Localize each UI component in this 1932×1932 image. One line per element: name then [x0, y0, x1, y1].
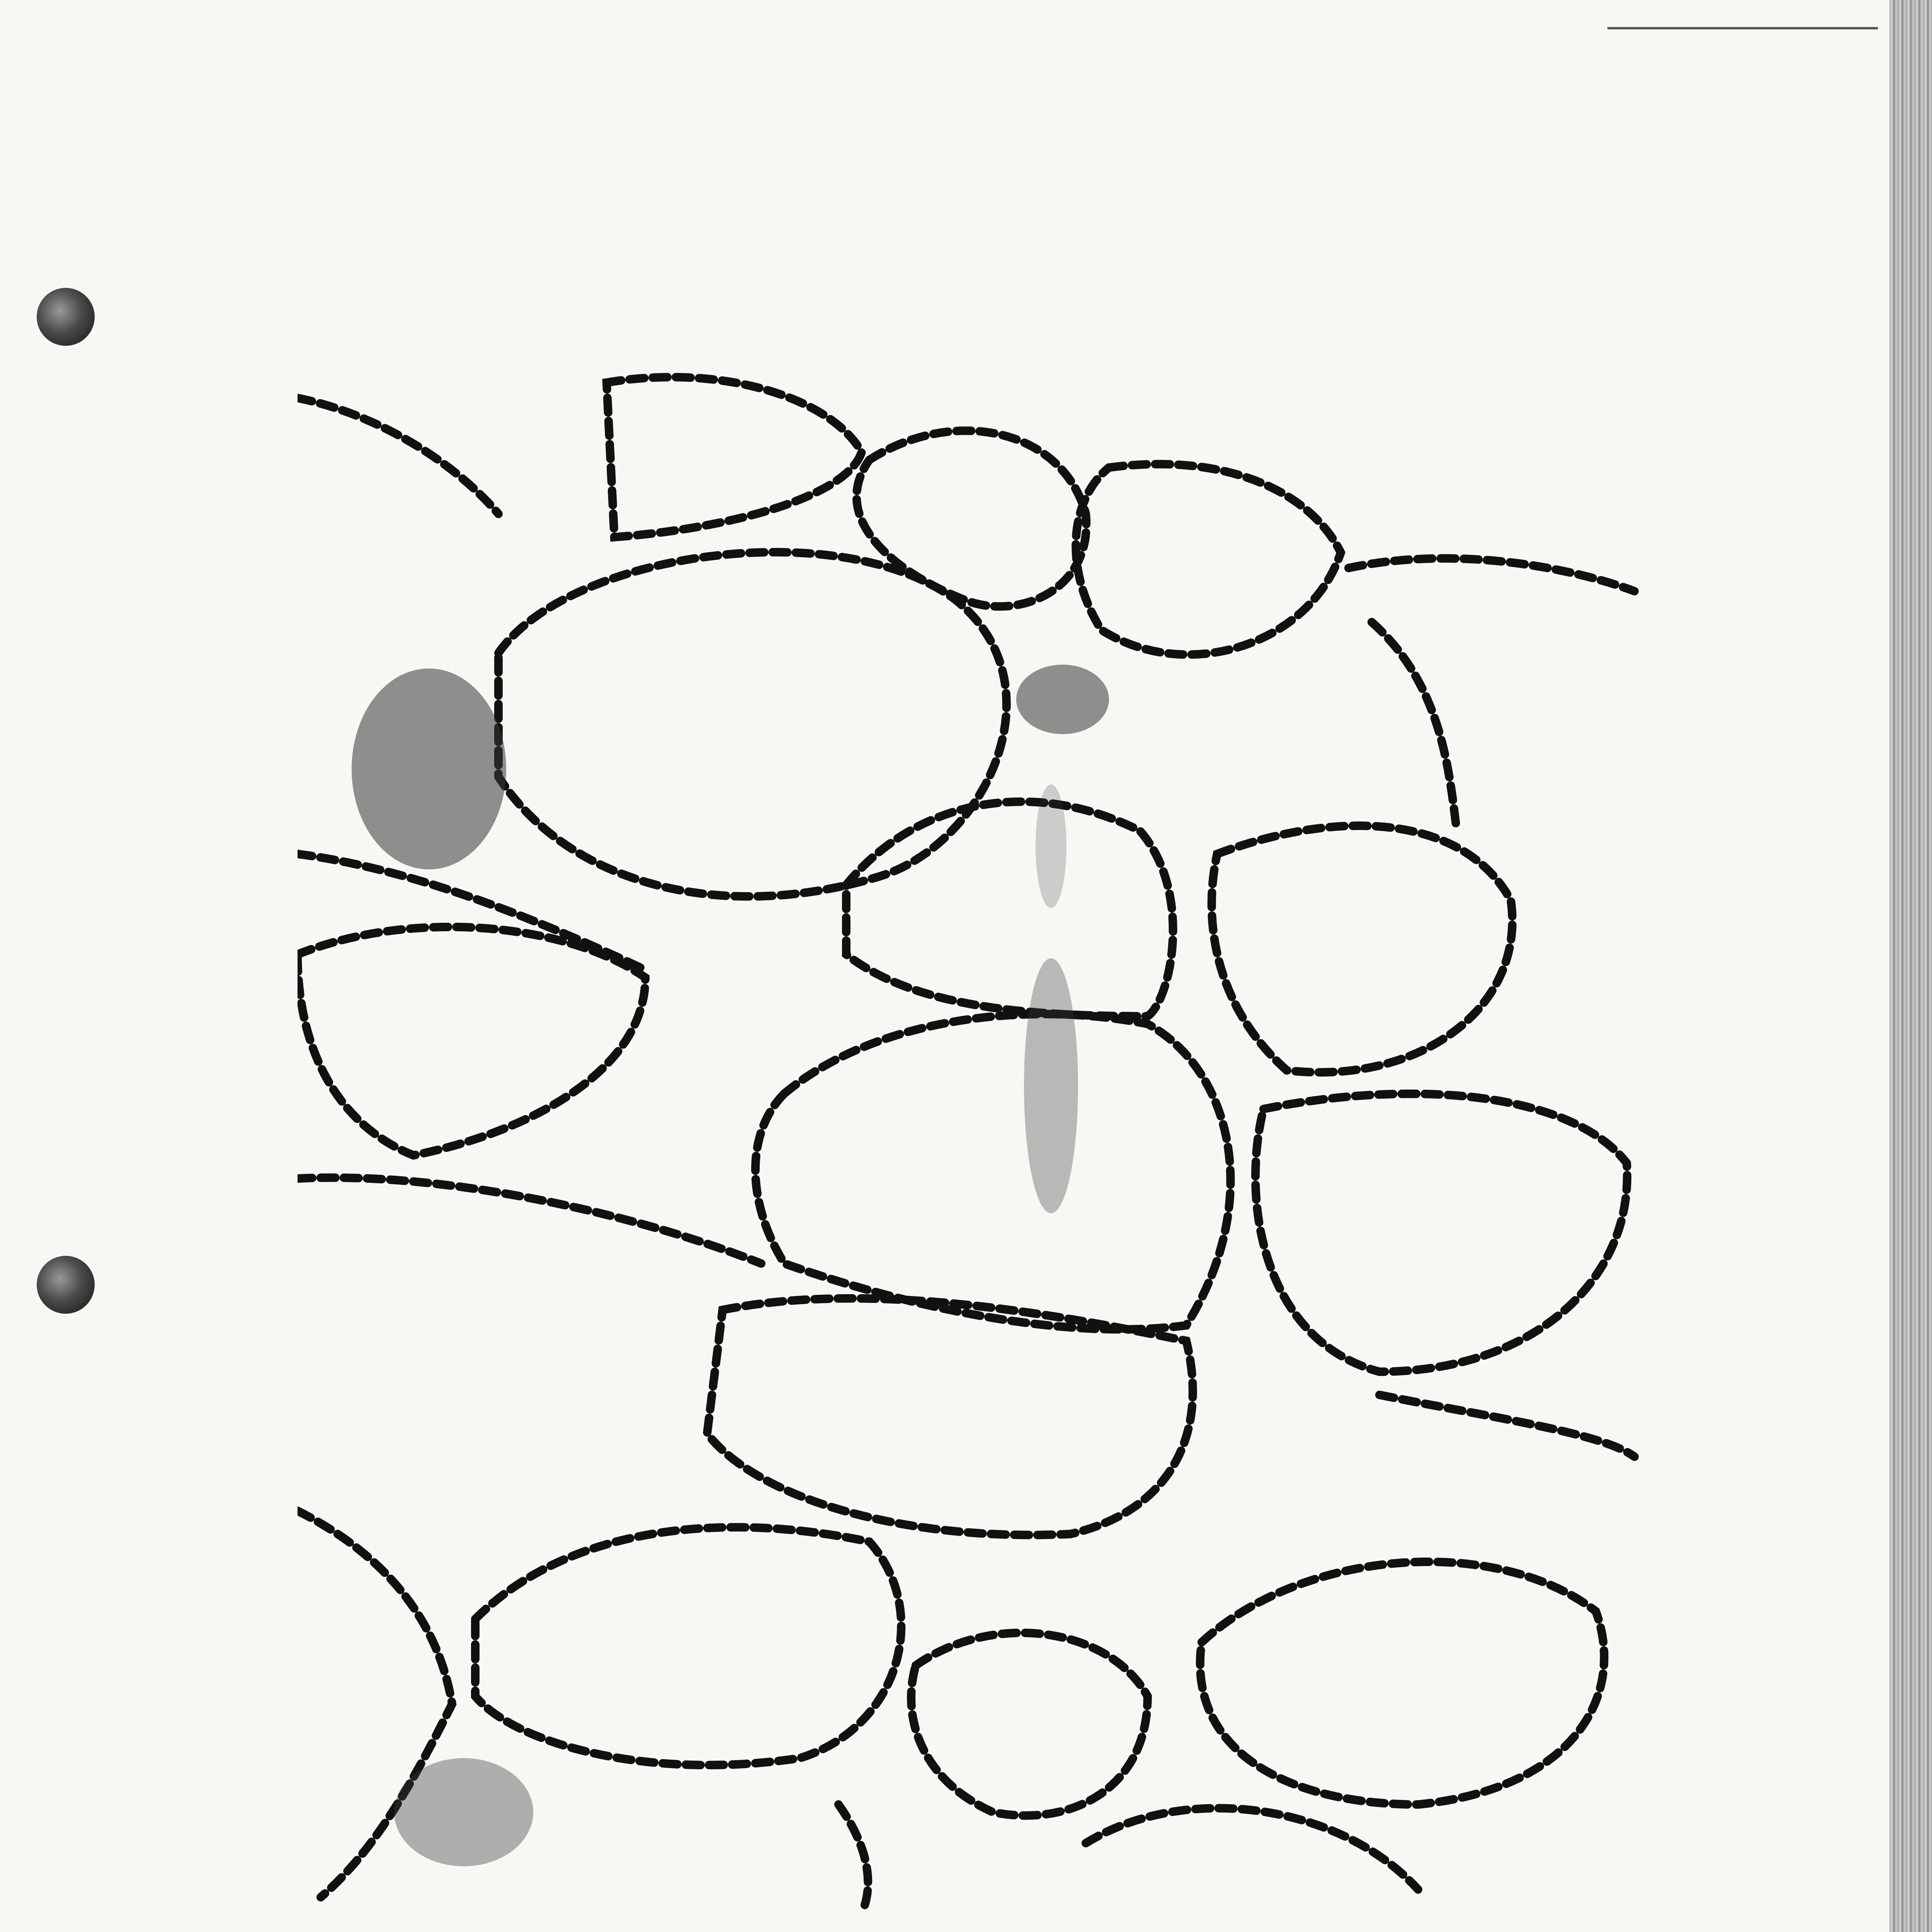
top-rule	[1607, 27, 1878, 29]
punch-hole-icon	[37, 288, 95, 346]
punch-hole-icon	[37, 1256, 95, 1314]
micrograph-drawing	[298, 352, 1642, 1913]
thyroid-micrograph-figure	[298, 352, 1642, 1913]
scan-edge-right	[1889, 0, 1932, 1932]
